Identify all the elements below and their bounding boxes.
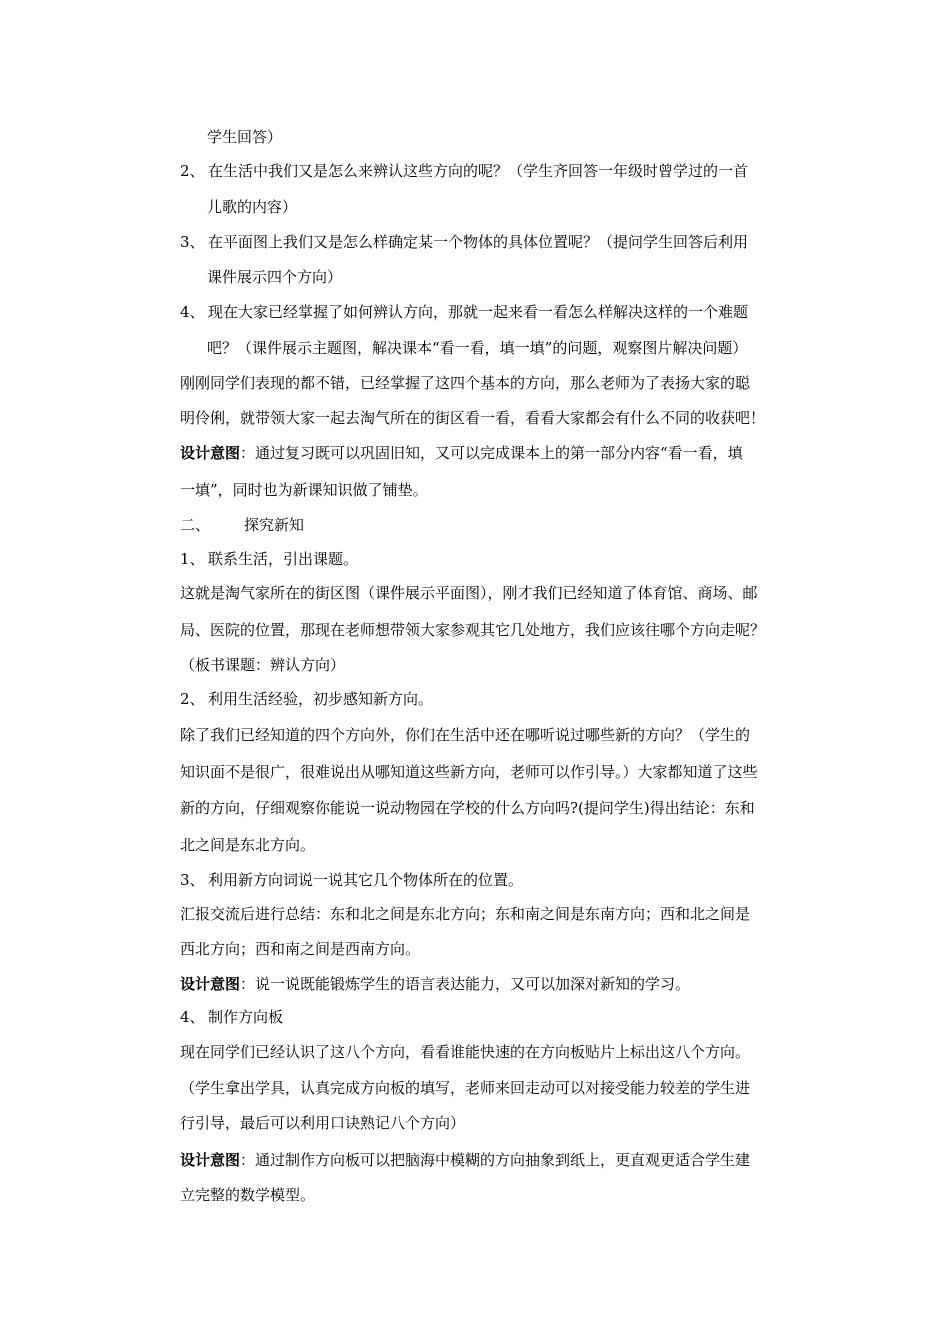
text-line: （学生拿出学具，认真完成方向板的填写，老师来回走动可以对接受能力较差的学生进: [180, 1079, 751, 1097]
text-line: 明伶俐，就带领大家一起去淘气所在的街区看一看，看看大家都会有什么不同的收获吧！: [180, 409, 766, 427]
list-number: 4、: [180, 303, 205, 321]
list-number: 3、: [180, 871, 205, 889]
text-line: 儿歌的内容）: [207, 198, 298, 216]
text-line: 课件展示四个方向）: [207, 268, 343, 286]
text-line: 一填”，同时也为新课知识做了铺垫。: [180, 481, 428, 499]
text-line: 新的方向，仔细观察你能说一说动物园在学校的什么方向吗?(提问学生)得出结论：东和: [180, 799, 755, 817]
text-line: 汇报交流后进行总结：东和北之间是东北方向；东和南之间是东南方向；西和北之间是: [180, 905, 751, 923]
list-item: 3、 利用新方向词说一说其它几个物体所在的位置。: [180, 871, 524, 889]
text-line: 局、医院的位置，那现在老师想带领大家参观其它几处地方，我们应该往哪个方向走呢？: [180, 621, 766, 639]
list-number: 3、: [180, 233, 205, 251]
design-intent-paragraph: 设计意图：说一说既能锻炼学生的语言表达能力，又可以加深对新知的学习。: [180, 975, 691, 993]
list-number: 2、: [180, 162, 205, 180]
design-intent-label: 设计意图: [180, 444, 241, 462]
list-item: 2、 利用生活经验，初步感知新方向。: [180, 690, 434, 708]
section-heading: 二、 探究新知: [180, 516, 305, 534]
text-line: 北之间是东北方向。: [180, 836, 316, 854]
text-line: 知识面不是很广，很难说出从哪知道这些新方向，老师可以作引导。）大家都知道了这些: [180, 763, 758, 781]
design-intent-paragraph: 设计意图：通过制作方向板可以把脑海中模糊的方向抽象到纸上，更直观更适合学生建: [180, 1151, 751, 1169]
list-item: 4、 现在大家已经掌握了如何辨认方向，那就一起来看一看怎么样解决这样的一个难题: [180, 303, 749, 321]
text-line: 吧？（课件展示主题图，解决课本“看一看，填一填”的问题，观察图片解决问题）: [207, 339, 748, 357]
list-item: 4、 制作方向板: [180, 1008, 284, 1026]
design-intent-paragraph: 设计意图：通过复习既可以巩固旧知，又可以完成课本上的第一部分内容“看一看，填: [180, 444, 743, 462]
list-item: 2、 在生活中我们又是怎么来辨认这些方向的呢？（学生齐回答一年级时曾学过的一首: [180, 162, 749, 180]
text-line: 西北方向；西和南之间是西南方向。: [180, 940, 421, 958]
list-number: 1、: [180, 550, 205, 568]
design-intent-label: 设计意图: [180, 1151, 241, 1169]
text-line: 除了我们已经知道的四个方向外，你们在生活中还在哪听说过哪些新的方向？（学生的: [180, 726, 751, 744]
text-line: （板书课题：辨认方向）: [180, 656, 346, 674]
text-line: 学生回答）: [207, 128, 283, 146]
list-number: 2、: [180, 690, 205, 708]
design-intent-label: 设计意图: [180, 975, 241, 993]
text-line: 立完整的数学模型。: [180, 1186, 316, 1204]
list-number: 4、: [180, 1008, 205, 1026]
text-line: 这就是淘气家所在的街区图（课件展示平面图），刚才我们已经知道了体育馆、商场、邮: [180, 584, 758, 602]
list-item: 3、 在平面图上我们又是怎么样确定某一个物体的具体位置呢？（提问学生回答后利用: [180, 233, 749, 251]
text-line: 现在同学们已经认识了这八个方向，看看谁能快速的在方向板贴片上标出这八个方向。: [180, 1043, 751, 1061]
text-line: 刚刚同学们表现的都不错，已经掌握了这四个基本的方向，那么老师为了表扬大家的聪: [180, 374, 751, 392]
text-line: 行引导，最后可以利用口诀熟记八个方向）: [180, 1114, 466, 1132]
list-item: 1、 联系生活，引出课题。: [180, 550, 359, 568]
